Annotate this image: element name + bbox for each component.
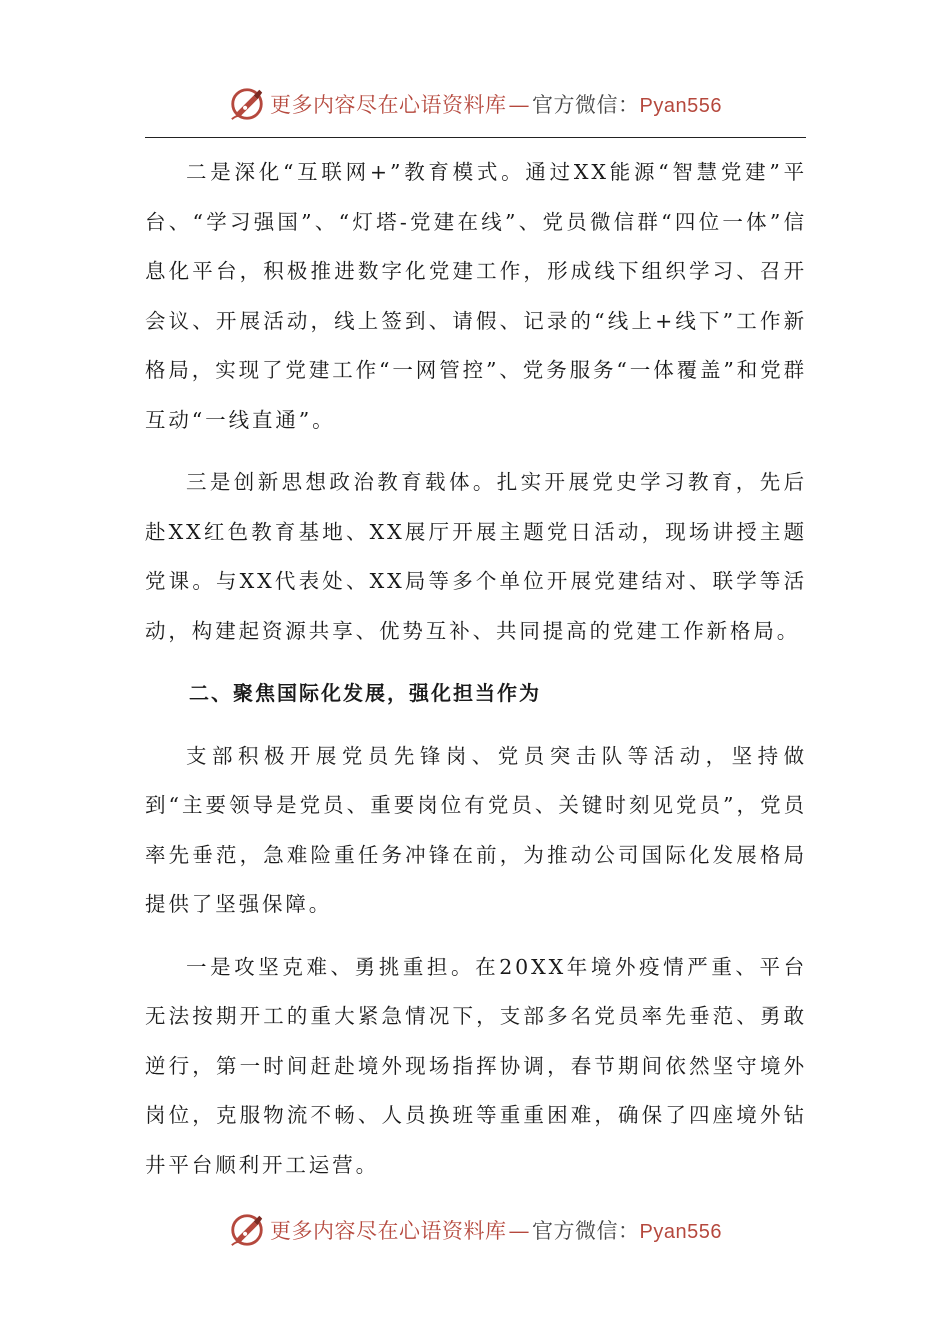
banner-site-name: 更多内容尽在心语资料库 (270, 93, 507, 117)
paragraph: 二是深化“互联网+”教育模式。通过XX能源“智慧党建”平台、“学习强国”、“灯塔-党建在线”、党员微信群“四位一体”信息化平台，积极推进数字化党建工作，形成线下组织学习、召开会议、开展活动，线上签到、请假、记录的“线上+线下”工作新格局，实现了党建工作“一网管控”、党务服务“一体覆盖”和党群互动“一线直通”。 (145, 160, 807, 432)
header-banner (0, 82, 950, 126)
paragraph: 三是创新思想政治教育载体。扎实开展党史学习教育，先后赴XX红色教育基地、XX展厅开展主题党日活动，现场讲授主题党课。与XX代表处、XX局等多个单位开展党建结对、联学等活动，构建起资源共享、优势互补、共同提高的党建工作新格局。 (145, 470, 807, 643)
paragraph: 支部积极开展党员先锋岗、党员突击队等活动，坚持做到“主要领导是党员、重要岗位有党员、关键时刻见党员”，党员率先垂范，急难险重任务冲锋在前，为推动公司国际化发展格局提供了坚强保障。 (145, 743, 807, 916)
banner-text (270, 1215, 722, 1245)
pen-nib-logo-icon (228, 85, 266, 123)
banner-wechat-id: Pyan556 (639, 1221, 722, 1243)
section-heading: 二、聚焦国际化发展，强化担当作为 (189, 681, 541, 705)
banner-text (270, 89, 722, 119)
banner-official-label: 官方微信： (532, 1219, 640, 1243)
banner-wechat-id: Pyan556 (639, 95, 722, 117)
document-body (145, 148, 807, 1203)
footer-banner (0, 1208, 950, 1252)
header-divider (145, 137, 806, 138)
banner-dash: — (508, 1219, 531, 1243)
banner-official-label: 官方微信： (532, 93, 640, 117)
banner-site-name: 更多内容尽在心语资料库 (270, 1219, 507, 1243)
banner-dash: — (508, 93, 531, 117)
pen-nib-logo-icon (228, 1211, 266, 1249)
paragraph: 一是攻坚克难、勇挑重担。在20XX年境外疫情严重、平台无法按期开工的重大紧急情况下，支部多名党员率先垂范、勇敢逆行，第一时间赶赴境外现场指挥协调，春节期间依然坚守境外岗位，克服物流不畅、人员换班等重重困难，确保了四座境外钻井平台顺利开工运营。 (145, 954, 807, 1177)
